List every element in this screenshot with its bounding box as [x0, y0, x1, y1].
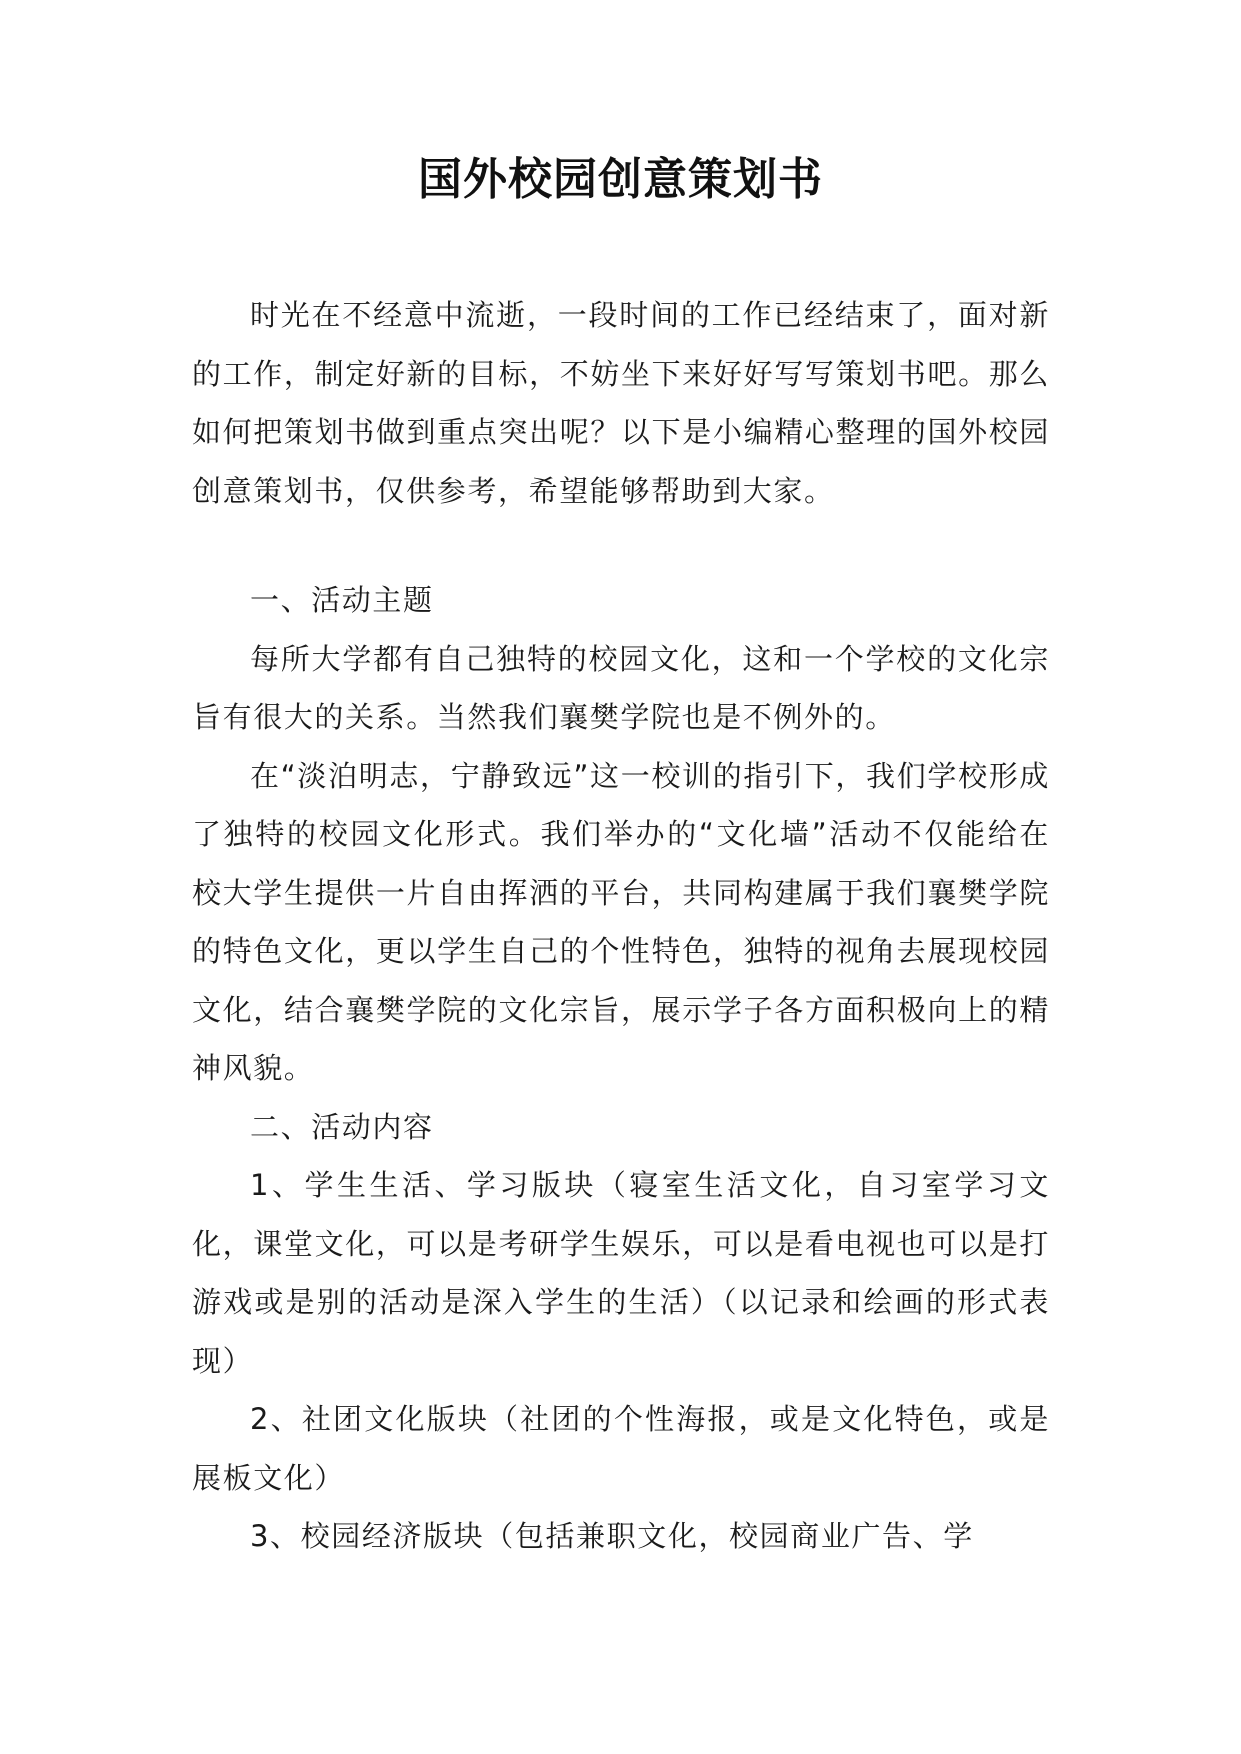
section-heading-theme: 一、活动主题 — [250, 583, 434, 617]
list-item: 1、学生生活、学习版块（寝室生活文化，自习室学习文化，课堂文化，可以是考研学生娱乐，可以是看电视也可以是打游戏或是别的活动是深入学生的生活）（以记录和绘画的形式表现） — [192, 1168, 1050, 1378]
list-item: 2、社团文化版块（社团的个性海报，或是文化特色，或是展板文化） — [192, 1402, 1050, 1495]
document-title: 国外校园创意策划书 — [418, 154, 823, 205]
intro-section — [192, 286, 1050, 520]
section-heading-content: 二、活动内容 — [250, 1109, 434, 1144]
body-paragraph: 每所大学都有自己独特的校园文化，这和一个学校的文化宗旨有很大的关系。当然我们襄樊学院也是不例外的。 — [192, 641, 1050, 734]
main-section — [192, 571, 1050, 1566]
body-paragraph: 在“淡泊明志，宁静致远”这一校训的指引下，我们学校形成了独特的校园文化形式。我们举办的“文化墙”活动不仅能给在校大学生提供一片自由挥洒的平台，共同构建属于我们襄樊学院的特色文化，更以学生自己的个性特色，独特的视角去展现校园文化，结合襄樊学院的文化宗旨，展示学子各方面积极向上的精神风貌。 — [192, 758, 1050, 1085]
intro-paragraph: 时光在不经意中流逝，一段时间的工作已经结束了，面对新的工作，制定好新的目标，不妨坐下来好好写写策划书吧。那么如何把策划书做到重点突出呢？以下是小编精心整理的国外校园创意策划书，仅供参考，希望能够帮助到大家。 — [192, 298, 1050, 508]
list-item: 3、校园经济版块（包括兼职文化，校园商业广告、学 — [250, 1519, 974, 1553]
